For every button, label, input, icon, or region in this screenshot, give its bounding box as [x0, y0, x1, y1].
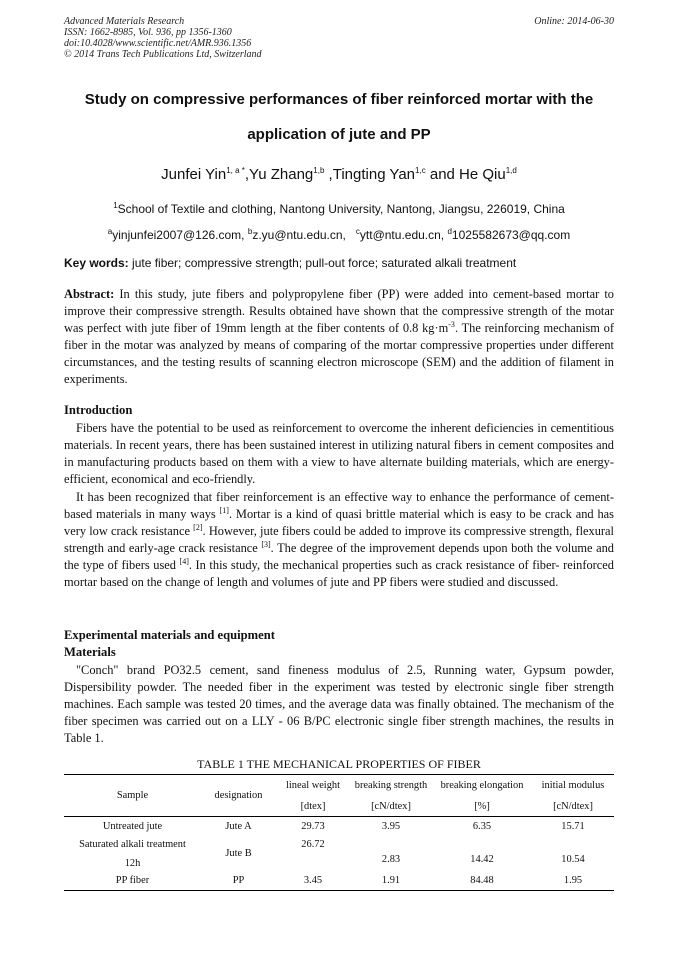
online-date: Online: 2014-06-30 [534, 16, 614, 27]
table-cell: 6.35 [472, 821, 492, 833]
paragraph-text: . Mortar is a kind of quasi brittle material which is easy to be crack and has very low crack resistance [64, 507, 614, 539]
table-cell: 15.71 [561, 821, 585, 833]
keywords-text: jute fiber; compressive strength; pull-out force; saturated alkali treatment [128, 256, 517, 270]
paper-title-line-2: application of jute and PP [247, 126, 431, 143]
abstract-text: In this study, jute fibers and polypropylene fiber (PP) were added into cement-based mortar to improve their compressive strength. Results obtained have shown that the compressive strength of the motar was perfect with jute fiber of 19mm length at the fiber contents of 0.8 kg·m [64, 287, 614, 336]
table-header-cell: lineal weight [286, 780, 340, 792]
table-cell: Jute B [225, 848, 252, 859]
email-mark: c [355, 227, 360, 236]
email-link[interactable]: yinjunfei2007@126.com, [112, 228, 248, 242]
email-mark: a [107, 227, 113, 236]
table-cell: 10.54 [561, 853, 585, 865]
abstract [64, 286, 614, 389]
table-row [64, 817, 614, 837]
table-header-cell: breaking elongation [440, 780, 524, 792]
author-affiliation-mark: 1, a * [226, 166, 245, 175]
journal-name: Advanced Materials Research [64, 16, 185, 27]
table-cell: 14.42 [470, 853, 494, 865]
intro-paragraph-1: Fibers have the potential to be used as reinforcement to overcome the inherent deficiencies in cementitious materials. In recent years, there has been sustained interest in utilizing natural fibers in cement composites and in manufacturing products based on them with a view to have alternate building materials, which are energy-efficient, economical and eco-friendly. [64, 421, 614, 487]
table-cell: 84.48 [470, 874, 494, 886]
materials-paragraph: "Conch" brand PO32.5 cement, sand fineness modulus of 2.5, Running water, Gypsum powder, Dispersibility powder. The needed fiber in the experiment was tested by electronic single fiber strength machines. Each sample was tested 20 times, and the average data was finally obtained. The mechanism of the fiber specimen was carried out on a LLY - 06 B/PC electronic single fiber strength machines, the results in Table 1. [64, 663, 614, 746]
citation[interactable]: [3] [261, 540, 271, 550]
table-cell: 1.91 [381, 874, 401, 886]
table-header-cell: initial modulus [541, 780, 605, 792]
table-cell: Jute A [225, 821, 252, 833]
email-link[interactable]: z.yu@ntu.edu.cn, [252, 228, 346, 242]
paper-title-line-1: Study on compressive performances of fiber reinforced mortar with the [84, 91, 594, 108]
table-cell [64, 837, 201, 871]
email-mark: b [247, 227, 253, 236]
citation[interactable]: [2] [193, 523, 203, 533]
fiber-properties-table [64, 774, 614, 891]
email-link[interactable]: 1025582673@qq.com [451, 228, 571, 242]
keywords-label: Key words: [64, 256, 129, 270]
author-name: ,Tingting Yan [324, 166, 416, 183]
journal-doi: doi:10.4028/www.scientific.net/AMR.936.1356 [64, 38, 252, 49]
citation[interactable]: [1] [219, 505, 229, 515]
intro-paragraph-2 [64, 489, 614, 592]
subsection-heading-materials: Materials [64, 645, 116, 659]
table-header-cell: Sample [116, 790, 149, 801]
table-cell: 1.95 [563, 874, 583, 886]
author-affiliation-mark: 1,b [313, 166, 325, 175]
table-cell: 29.73 [301, 821, 325, 833]
affiliation [30, 202, 648, 216]
abstract-label: Abstract: [64, 287, 115, 301]
author-affiliation-mark: 1,d [505, 166, 517, 175]
affiliation-text: School of Textile and clothing, Nantong University, Nantong, Jiangsu, 226019, China [117, 202, 565, 216]
table-row [64, 837, 614, 871]
table-cell: 3.95 [381, 821, 401, 833]
table-header-cell: designation [214, 790, 263, 801]
paragraph-text: . The degree of the improvement depends upon both the volume and the type of fibers used [64, 541, 614, 573]
author-name: Junfei Yin [161, 166, 227, 183]
abstract-text: . The reinforcing mechanism of fiber in the motar was analyzed by means of comparing of the mortar compressive properties under different circumstances, and the testing results of scanning electron microscope (SEM) and the addition of filament in experiments. [64, 321, 614, 387]
paragraph-text: It has been recognized that fiber reinforcement is an effective way to enhance the performance of cement-based materials in many ways [64, 490, 614, 522]
table-cell: PP [232, 874, 245, 886]
author-emails [30, 228, 648, 242]
table-unit-cell: [cN/dtex] [371, 800, 411, 812]
table-unit-cell: [%] [474, 800, 490, 812]
table-caption: TABLE 1 THE MECHANICAL PROPERTIES OF FIBER [197, 757, 481, 771]
table-header-cell: breaking strength [354, 780, 428, 792]
table-unit-cell: [dtex] [300, 800, 326, 812]
table-cell-line: Saturated alkali treatment [79, 838, 186, 850]
journal-copyright: © 2014 Trans Tech Publications Ltd, Switzerland [64, 49, 262, 60]
table-header-row [64, 775, 614, 797]
citation[interactable]: [4] [179, 557, 189, 567]
email-mark: d [447, 227, 452, 236]
email-link[interactable]: ytt@ntu.edu.cn, [359, 228, 448, 242]
table-cell: 2.83 [381, 853, 401, 865]
table-cell-line: 12h [124, 857, 141, 869]
table-cell: PP fiber [115, 874, 150, 886]
table-cell: Untreated jute [102, 821, 163, 833]
affiliation-mark: 1 [113, 201, 118, 210]
author-list [30, 166, 648, 183]
paragraph-text: . However, jute fibers could be added to improve its compressive strength, flexural strength and early-age crack resistance [64, 524, 614, 556]
paragraph-text: . In this study, the mechanical properties such as crack resistance of fiber- reinforced mortar based on the change of length and volumes of jute and PP fibers were studied and discussed. [64, 558, 614, 590]
table-row [64, 871, 614, 891]
table-cell: 3.45 [303, 874, 323, 886]
section-heading-introduction: Introduction [64, 403, 133, 417]
unit-exponent: -3 [448, 320, 455, 330]
journal-issn: ISSN: 1662-8985, Vol. 936, pp 1356-1360 [64, 27, 232, 38]
author-affiliation-mark: 1,c [415, 166, 426, 175]
table-unit-cell: [cN/dtex] [553, 800, 593, 812]
table-cell: 26.72 [301, 838, 325, 850]
section-heading-experimental: Experimental materials and equipment [64, 628, 275, 642]
keywords [64, 256, 516, 270]
author-name: and He Qiu [425, 166, 506, 183]
journal-header [64, 16, 262, 60]
author-name: ,Yu Zhang [244, 166, 314, 183]
